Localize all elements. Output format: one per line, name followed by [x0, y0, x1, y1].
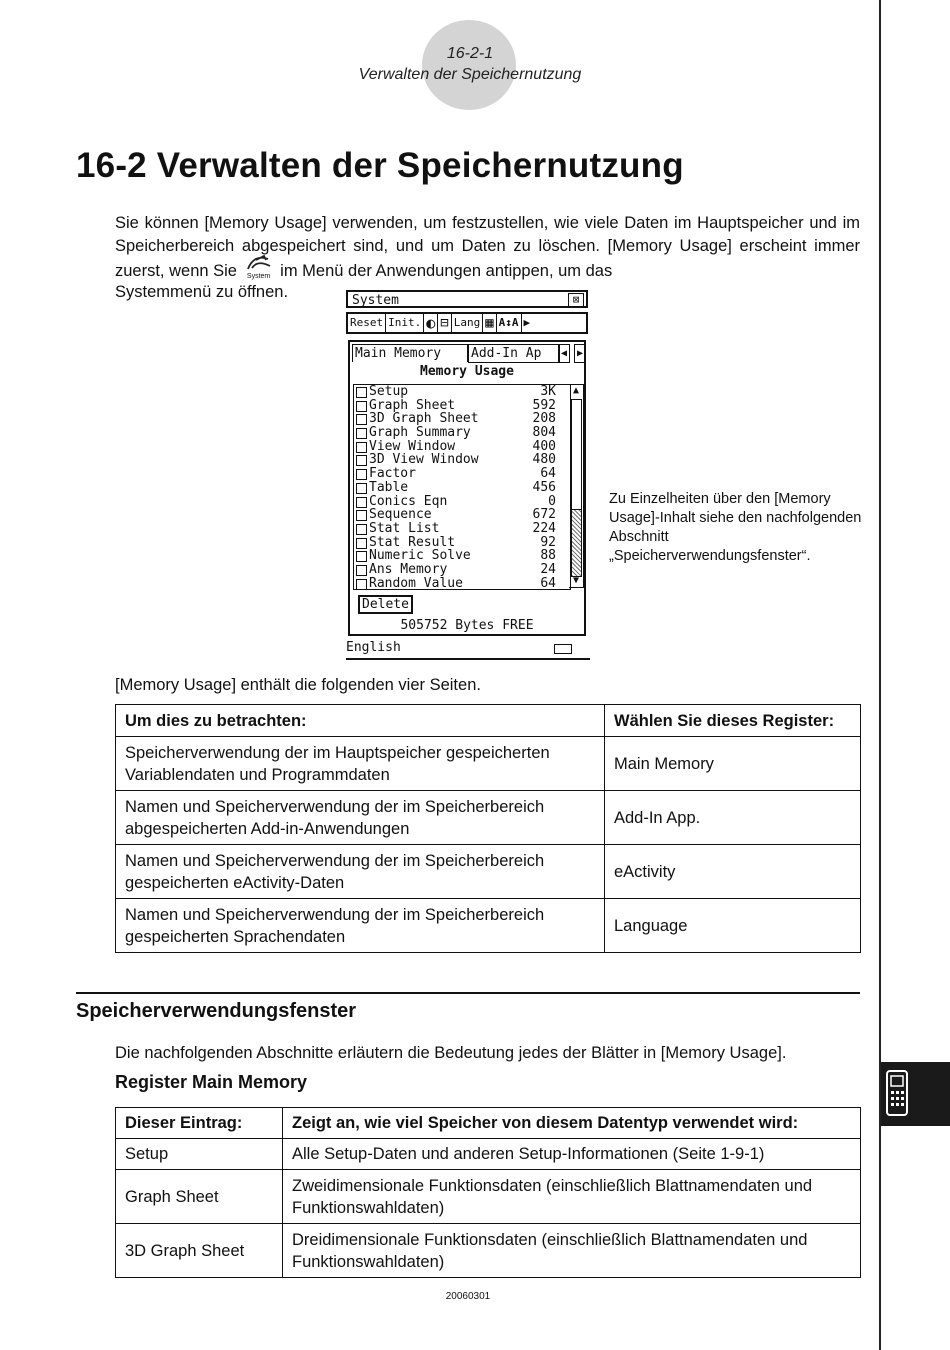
calculator-screen — [346, 290, 592, 662]
checkbox[interactable] — [356, 455, 367, 466]
item-size: 88 — [540, 548, 556, 564]
item-size: 92 — [540, 534, 556, 550]
list-item[interactable] — [354, 412, 570, 426]
item-name: Factor — [369, 466, 416, 482]
font-size-button[interactable]: A↕A — [497, 314, 522, 332]
table-row — [116, 845, 861, 899]
list-item[interactable] — [354, 426, 570, 440]
init-button[interactable]: Init. — [386, 314, 424, 332]
toolbar-next-arrow-icon[interactable]: ▶ — [523, 316, 531, 329]
list-item[interactable] — [354, 481, 570, 495]
checkbox[interactable] — [356, 497, 367, 508]
tab-scroll-left-icon[interactable]: ◀ — [558, 344, 570, 363]
item-size: 804 — [532, 425, 556, 441]
table-cell: Language — [605, 899, 861, 953]
reset-button[interactable]: Reset — [348, 314, 386, 332]
table-cell: Add-In App. — [605, 791, 861, 845]
item-size: 480 — [532, 452, 556, 468]
window-title: System — [352, 293, 399, 308]
item-name: Graph Summary — [369, 425, 471, 441]
toolbar — [346, 312, 588, 334]
item-size: 400 — [532, 438, 556, 454]
item-name: View Window — [369, 438, 456, 454]
table-cell: Main Memory — [605, 737, 861, 791]
item-size: 224 — [532, 520, 556, 536]
table-cell: Graph Sheet — [116, 1170, 283, 1224]
lang-button[interactable]: Lang — [452, 314, 484, 332]
status-language: English — [346, 640, 401, 655]
checkbox[interactable] — [356, 510, 367, 521]
checkbox[interactable] — [356, 538, 367, 549]
window-titlebar — [346, 290, 588, 308]
list-item[interactable] — [354, 440, 570, 454]
subsection-title: Register Main Memory — [115, 1072, 308, 1092]
checkbox[interactable] — [356, 579, 367, 590]
list-item[interactable] — [354, 536, 570, 550]
list-item[interactable] — [354, 563, 570, 577]
list-item[interactable] — [354, 522, 570, 536]
system-app-icon — [242, 258, 276, 282]
item-name: Ans Memory — [369, 561, 448, 577]
table-cell: Speicherverwendung der im Hauptspeicher gespeicherten Variablendaten und Programmdaten — [116, 737, 605, 791]
table-header: Wählen Sie dieses Register: — [605, 705, 861, 737]
item-size: 456 — [532, 479, 556, 495]
list-item[interactable] — [354, 495, 570, 509]
pages-intro: [Memory Usage] enthält die folgenden vier Seiten. — [115, 676, 481, 694]
table-cell: Namen und Speicherverwendung der im Speicherbereich gespeicherten Sprachendaten — [116, 899, 605, 953]
table-cell: Zweidimensionale Funktionsdaten (einschließlich Blattnamendaten und Funktionswahldaten) — [283, 1170, 861, 1224]
item-name: Random Value — [369, 575, 463, 590]
intro-text-before-icon: Sie können [Memory Usage] verwenden, um festzustellen, wie viele Daten im Hauptspeicher und im Speicherbereich abgespeichert sind, und um Daten zu löschen. [Memory Usage] erscheint immer zuerst, wenn Sie — [115, 214, 860, 280]
tab-bar — [352, 344, 582, 362]
list-item[interactable] — [354, 385, 570, 399]
item-name: Sequence — [369, 507, 432, 523]
page-edge-line — [879, 0, 881, 1350]
close-icon[interactable]: ⊠ — [568, 293, 584, 308]
section-text: Die nachfolgenden Abschnitte erläutern die Bedeutung jedes der Blätter in [Memory Usage]. — [115, 1044, 787, 1062]
side-note: Zu Einzelheiten über den [Memory Usage]-Inhalt siehe den nachfolgenden Abschnitt „Speicherverwendungsfenster“. — [609, 491, 862, 564]
checkbox[interactable] — [356, 387, 367, 398]
table-cell: Namen und Speicherverwendung der im Speicherbereich abgespeicherten Add-in-Anwendungen — [116, 791, 605, 845]
item-size: 672 — [532, 507, 556, 523]
panel-title: Memory Usage — [420, 364, 514, 379]
table-cell: eActivity — [605, 845, 861, 899]
checkbox[interactable] — [356, 442, 367, 453]
checkbox[interactable] — [356, 565, 367, 576]
table-cell: Setup — [116, 1139, 283, 1170]
section-title: Speicherverwendungsfenster — [76, 1000, 357, 1022]
register-table — [115, 704, 861, 953]
checkbox[interactable] — [356, 414, 367, 425]
table-header: Zeigt an, wie viel Speicher von diesem Datentyp verwendet wird: — [283, 1108, 861, 1139]
table-header: Um dies zu betrachten: — [116, 705, 605, 737]
intro-text-after-icon: im Menü der Anwendungen antippen, um das — [280, 262, 613, 280]
free-bytes-label: 505752 Bytes FREE — [400, 618, 534, 633]
item-size: 64 — [540, 575, 556, 590]
item-name: Numeric Solve — [369, 548, 471, 564]
checkbox[interactable] — [356, 524, 367, 535]
table-row — [116, 737, 861, 791]
footer-code: 20060301 — [445, 1291, 491, 1302]
header-subtitle: Verwalten der Speichernutzung — [358, 66, 582, 83]
battery-icon — [554, 644, 572, 654]
calculator-icon — [881, 1062, 950, 1126]
memory-item-list — [353, 384, 571, 590]
battery-settings-icon[interactable]: ⊟ — [438, 314, 451, 332]
item-name: Graph Sheet — [369, 397, 456, 413]
list-item[interactable] — [354, 399, 570, 413]
section-rule — [76, 992, 860, 994]
item-name: 3D View Window — [369, 452, 479, 468]
scroll-up-icon[interactable]: ▲ — [572, 385, 580, 396]
item-size: 64 — [540, 466, 556, 482]
table-row — [116, 791, 861, 845]
memory-panel — [348, 340, 586, 636]
item-name: Stat List — [369, 520, 440, 536]
checkbox[interactable] — [356, 401, 367, 412]
tab-scroll-right-icon[interactable]: ▶ — [574, 344, 586, 363]
item-size: 0 — [548, 493, 556, 509]
table-cell: Namen und Speicherverwendung der im Speicherbereich gespeicherten eActivity-Daten — [116, 845, 605, 899]
table-cell: Alle Setup-Daten und anderen Setup-Informationen (Seite 1-9-1) — [283, 1139, 861, 1170]
intro-paragraph — [115, 212, 860, 283]
item-size: 24 — [540, 561, 556, 577]
chapter-tab — [881, 1062, 950, 1126]
item-name: Table — [369, 479, 409, 495]
list-item[interactable] — [354, 549, 570, 563]
table-header: Dieser Eintrag: — [116, 1108, 283, 1139]
item-name: Conics Eqn — [369, 493, 448, 509]
list-item[interactable] — [354, 508, 570, 522]
intro-last-line: Systemmenü zu öffnen. — [115, 283, 289, 301]
system-icon-label: System — [246, 273, 271, 280]
list-item[interactable] — [354, 467, 570, 481]
table-row — [116, 1224, 861, 1278]
main-memory-table — [115, 1107, 861, 1278]
table-cell: Dreidimensionale Funktionsdaten (einschließlich Blattnamendaten und Funktionswahldaten) — [283, 1224, 861, 1278]
tab-add-in-app[interactable]: Add-In Ap — [468, 344, 560, 363]
table-cell: 3D Graph Sheet — [116, 1224, 283, 1278]
checkbox[interactable] — [356, 483, 367, 494]
delete-button[interactable]: Delete — [358, 595, 413, 614]
checkbox[interactable] — [356, 428, 367, 439]
keyboard-icon[interactable]: ▦ — [483, 314, 496, 332]
table-row — [116, 1170, 861, 1224]
table-row — [116, 1139, 861, 1170]
item-size: 3K — [540, 384, 556, 399]
scroll-thumb[interactable] — [571, 399, 582, 511]
item-size: 592 — [532, 397, 556, 413]
header-page-number: 16-2-1 — [446, 45, 494, 62]
status-bar — [346, 640, 590, 660]
page-title: 16-2 Verwalten der Speichernutzung — [76, 146, 684, 185]
table-row — [116, 899, 861, 953]
header-circle — [422, 20, 516, 110]
scrollbar[interactable] — [569, 384, 584, 588]
list-item[interactable] — [354, 577, 570, 590]
contrast-icon[interactable]: ◐ — [424, 314, 438, 332]
item-name: Setup — [369, 384, 409, 399]
checkbox[interactable] — [356, 551, 367, 562]
item-size: 208 — [532, 411, 556, 427]
checkbox[interactable] — [356, 469, 367, 480]
list-item[interactable] — [354, 453, 570, 467]
tab-main-memory[interactable]: Main Memory — [352, 344, 468, 362]
scroll-track[interactable] — [571, 509, 582, 577]
item-name: 3D Graph Sheet — [369, 411, 479, 427]
scroll-down-icon[interactable]: ▼ — [572, 575, 580, 586]
item-name: Stat Result — [369, 534, 456, 550]
